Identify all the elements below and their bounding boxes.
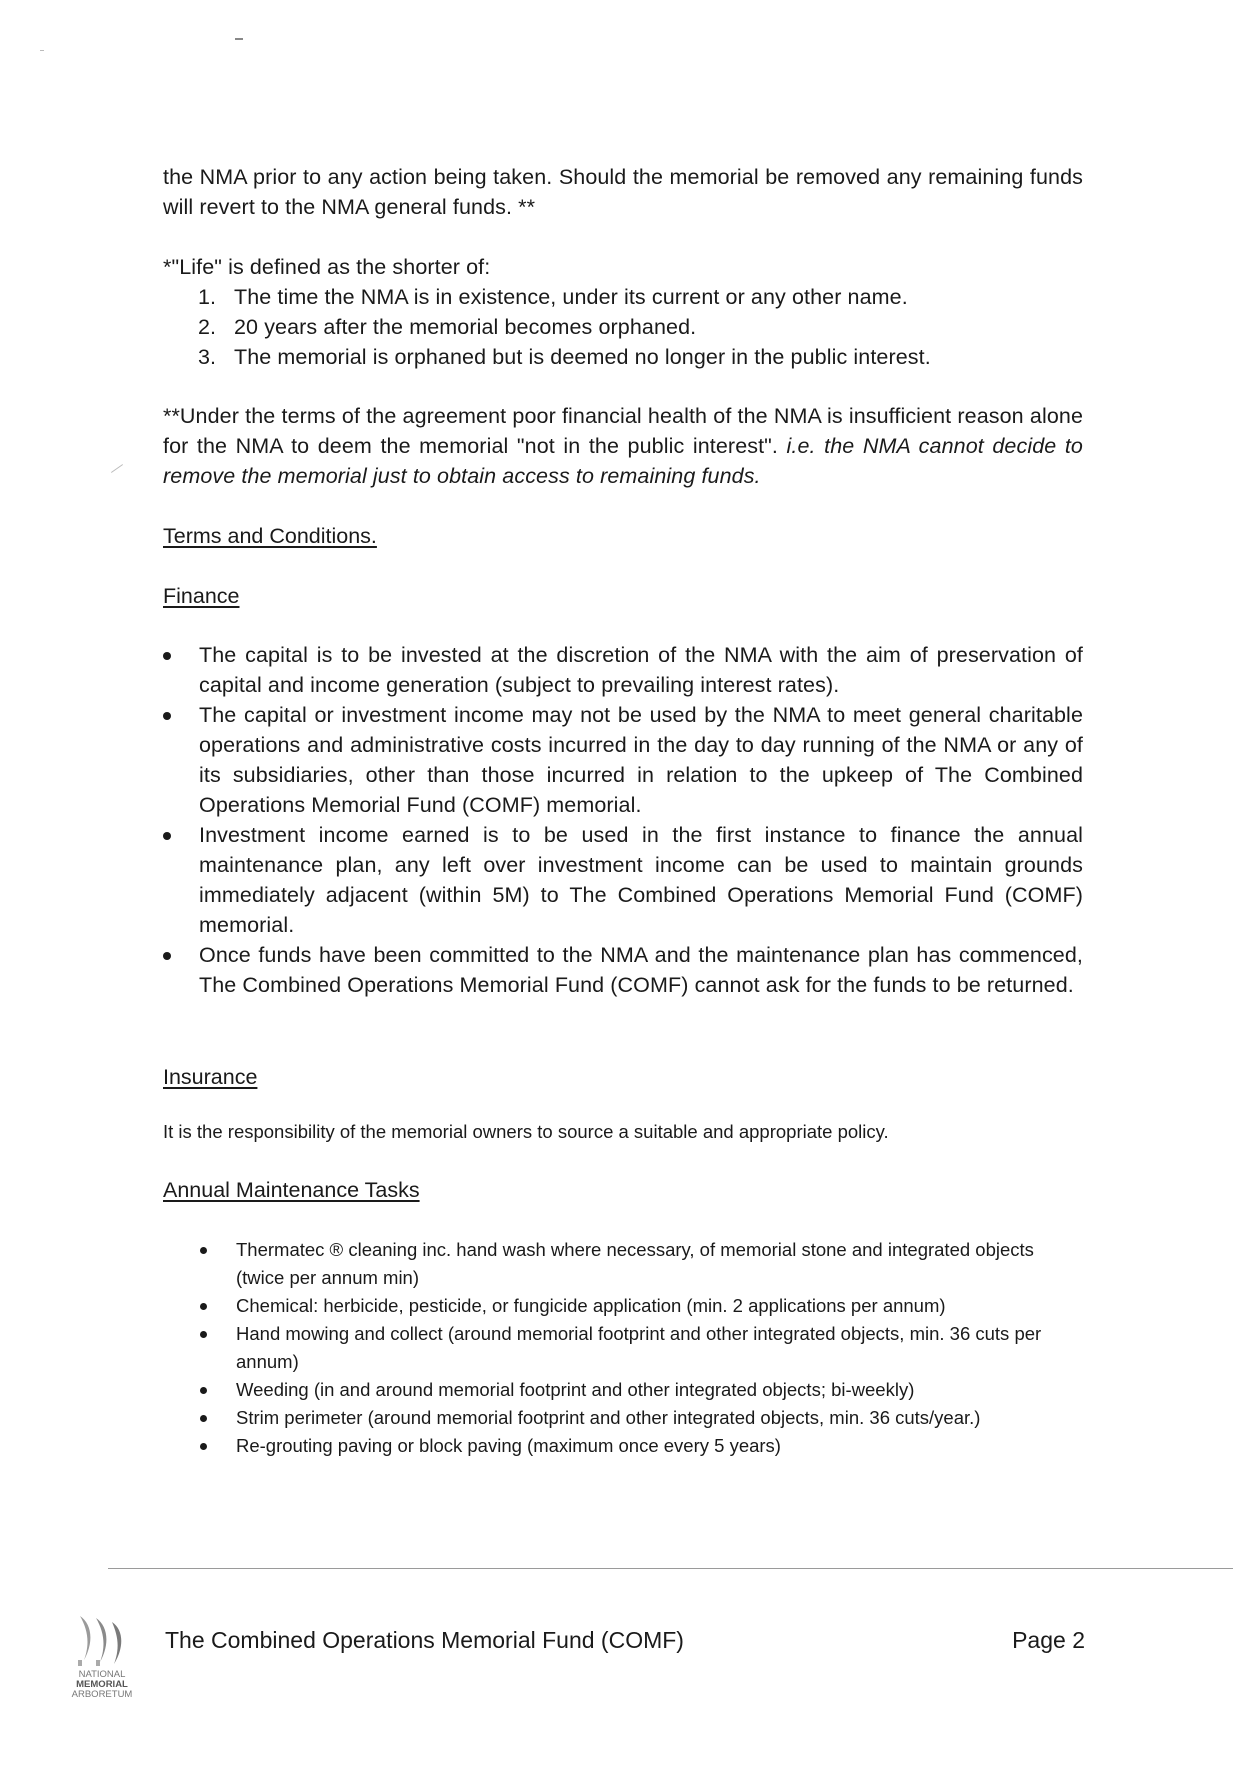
footer-divider <box>108 1568 1233 1569</box>
logo-line: MEMORIAL <box>76 1679 128 1690</box>
life-definition <box>163 252 1083 372</box>
arboretum-logo <box>62 1608 142 1703</box>
insurance-heading: Insurance <box>163 1065 258 1089</box>
scan-speck <box>40 50 44 51</box>
list-item: Once funds have been committed to the NMA and the maintenance plan has commenced, The Combined Operations Memorial Fund (COMF) cannot ask for the funds to be returned. <box>163 940 1083 1000</box>
bullet-icon <box>200 1415 207 1422</box>
maintenance-heading: Annual Maintenance Tasks <box>163 1178 420 1202</box>
list-item: Chemical: herbicide, pesticide, or fungicide application (min. 2 applications per annum) <box>200 1292 1080 1320</box>
insurance-text: It is the responsibility of the memorial owners to source a suitable and appropriate policy. <box>163 1121 889 1142</box>
bullet-icon <box>200 1303 207 1310</box>
list-item: Hand mowing and collect (around memorial footprint and other integrated objects, min. 36 cuts per annum) <box>200 1320 1080 1376</box>
life-definition-intro: *"Life" is defined as the shorter of: <box>163 255 491 279</box>
finance-heading: Finance <box>163 584 240 608</box>
life-definition-list <box>163 282 1083 372</box>
list-item: Investment income earned is to be used in the first instance to finance the annual maintenance plan, any left over investment income can be used to maintain grounds immediately adjacent (within 5M) to The Combined Operations Memorial Fund (COMF) memorial. <box>163 820 1083 940</box>
list-item: Re-grouting paving or block paving (maximum once every 5 years) <box>200 1432 1080 1460</box>
list-item: The capital or investment income may not be used by the NMA to meet general charitable operations and administrative costs incurred in the day to day running of the NMA or any of its subsidiaries, other than those incurred in relation to the upkeep of The Combined Operations Memorial Fund (COMF) memorial. <box>163 700 1083 820</box>
bullet-icon <box>200 1443 207 1450</box>
scan-speck <box>235 38 243 40</box>
leaf-logo-icon <box>62 1608 142 1668</box>
bullet-icon <box>200 1387 207 1394</box>
terms-heading: Terms and Conditions. <box>163 524 377 548</box>
list-item: 1. The time the NMA is in existence, under its current or any other name. <box>198 285 908 309</box>
list-item: The capital is to be invested at the discretion of the NMA with the aim of preservation of capital and income generation (subject to prevailing interest rates). <box>163 640 1083 700</box>
finance-list <box>163 640 1083 1000</box>
list-item: 2. 20 years after the memorial becomes orphaned. <box>198 315 697 339</box>
scan-speck <box>111 464 123 473</box>
bullet-icon <box>163 652 171 660</box>
logo-line: ARBORETUM <box>71 1689 133 1700</box>
list-item: Thermatec ® cleaning inc. hand wash where necessary, of memorial stone and integrated objects (twice per annum min) <box>200 1236 1080 1292</box>
list-item: Weeding (in and around memorial footprint and other integrated objects; bi-weekly) <box>200 1376 1080 1404</box>
footer-title: The Combined Operations Memorial Fund (COMF) <box>165 1627 684 1653</box>
footnote-italic: i.e. the NMA cannot decide to remove the memorial just to obtain access to remaining funds. <box>163 434 1083 488</box>
bullet-icon <box>163 712 171 720</box>
continuation-paragraph: the NMA prior to any action being taken. Should the memorial be removed any remaining funds will revert to the NMA general funds. ** <box>163 165 1083 219</box>
maintenance-list <box>200 1236 1080 1460</box>
logo-line: NATIONAL <box>78 1669 126 1680</box>
page-number: Page 2 <box>1012 1627 1085 1653</box>
bullet-icon <box>200 1247 207 1254</box>
bullet-icon <box>163 952 171 960</box>
list-item: 3. The memorial is orphaned but is deemed no longer in the public interest. <box>198 345 931 369</box>
footnote-paragraph: **Under the terms of the agreement poor financial health of the NMA is insufficient reason alone for the NMA to deem the memorial "not in the public interest". i.e. the NMA cannot decide to remove the memorial just to obtain access to remaining funds. <box>163 404 1083 488</box>
list-item: Strim perimeter (around memorial footprint and other integrated objects, min. 36 cuts/year.) <box>200 1404 1080 1432</box>
bullet-icon <box>163 832 171 840</box>
bullet-icon <box>200 1331 207 1338</box>
